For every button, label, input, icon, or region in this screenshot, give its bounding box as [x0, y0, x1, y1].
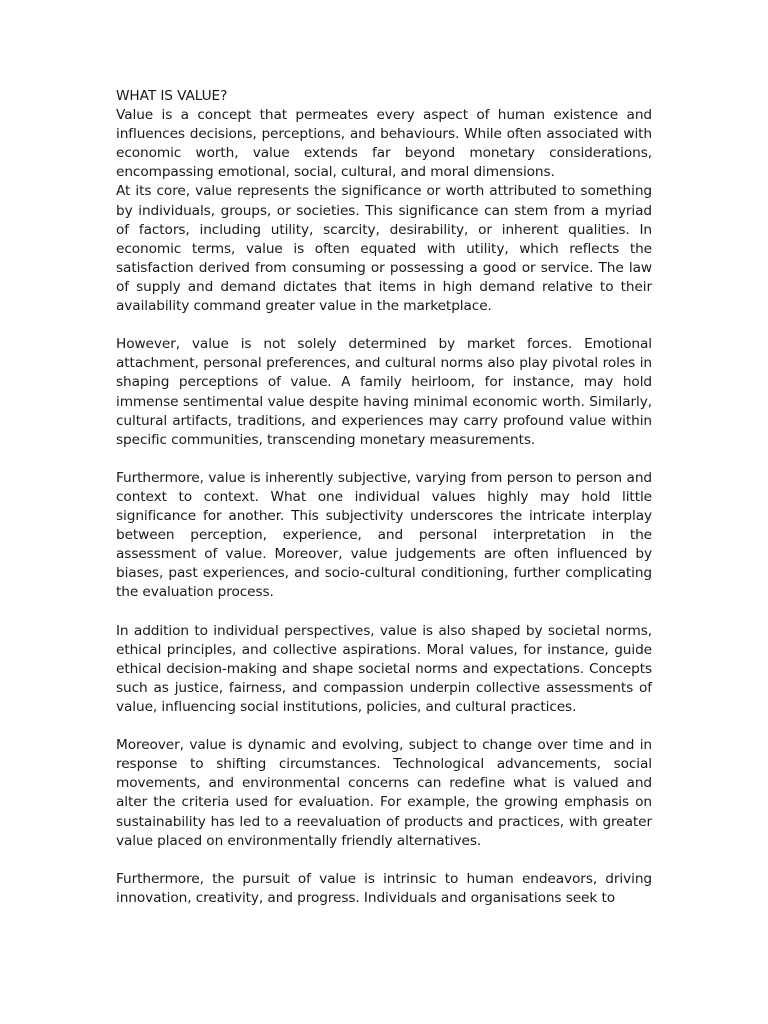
paragraph-dynamic: Moreover, value is dynamic and evolving, subject to change over time and in response to shifting circumstances. Technological advancements, social movements, and environmental concerns can redefine what is valued and alter the criteria used for evaluation. For example, the growing emphasis on sustainability has led to a reevaluation of products and practices, with greater value placed on environmentally friendly alternatives. [116, 737, 652, 849]
paragraph-intro: Value is a concept that permeates every aspect of human existence and influences decisions, perceptions, and behaviours. While often associated with economic worth, value extends far beyond monetary considerations, encompassing emotional, social, cultural, and moral dimensions. [116, 107, 652, 181]
paragraph-societal-norms: In addition to individual perspectives, value is also shaped by societal norms, ethical principles, and collective aspirations. Moral values, for instance, guide ethical decision-making and shape societal norms and expectations. Concepts such as justice, fairness, and compassion underpin collective assessments of value, influencing social institutions, policies, and cultural practices. [116, 622, 652, 715]
paragraph-subjective: Furthermore, value is inherently subjective, varying from person to person and context to context. What one individual values highly may hold little significance for another. This subjectivity underscores the intricate interplay between perception, experience, and personal interpretation in the assessment of value. Moreover, value judgements are often influenced by biases, past experiences, and socio-cultural conditioning, further complicating the evaluation process. [116, 469, 652, 601]
paragraph-core: At its core, value represents the significance or worth attributed to something by individuals, groups, or societies. This significance can stem from a myriad of factors, including utility, scarcity, desirability, or inherent qualities. In economic terms, value is often equated with utility, which reflects the satisfaction derived from consuming or possessing a good or service. The law of supply and demand dictates that items in high demand relative to their availability command greater value in the marketplace. [116, 183, 652, 315]
document-page [116, 87, 652, 908]
document-title: WHAT IS VALUE? [116, 88, 228, 104]
paragraph-pursuit: Furthermore, the pursuit of value is intrinsic to human endeavors, driving innovation, creativity, and progress. Individuals and organisations seek to [116, 870, 652, 906]
paragraph-market-forces: However, value is not solely determined by market forces. Emotional attachment, personal preferences, and cultural norms also play pivotal roles in shaping perceptions of value. A family heirloom, for instance, may hold immense sentimental value despite having minimal economic worth. Similarly, cultural artifacts, traditions, and experiences may carry profound value within specific communities, transcending monetary measurements. [116, 336, 652, 448]
